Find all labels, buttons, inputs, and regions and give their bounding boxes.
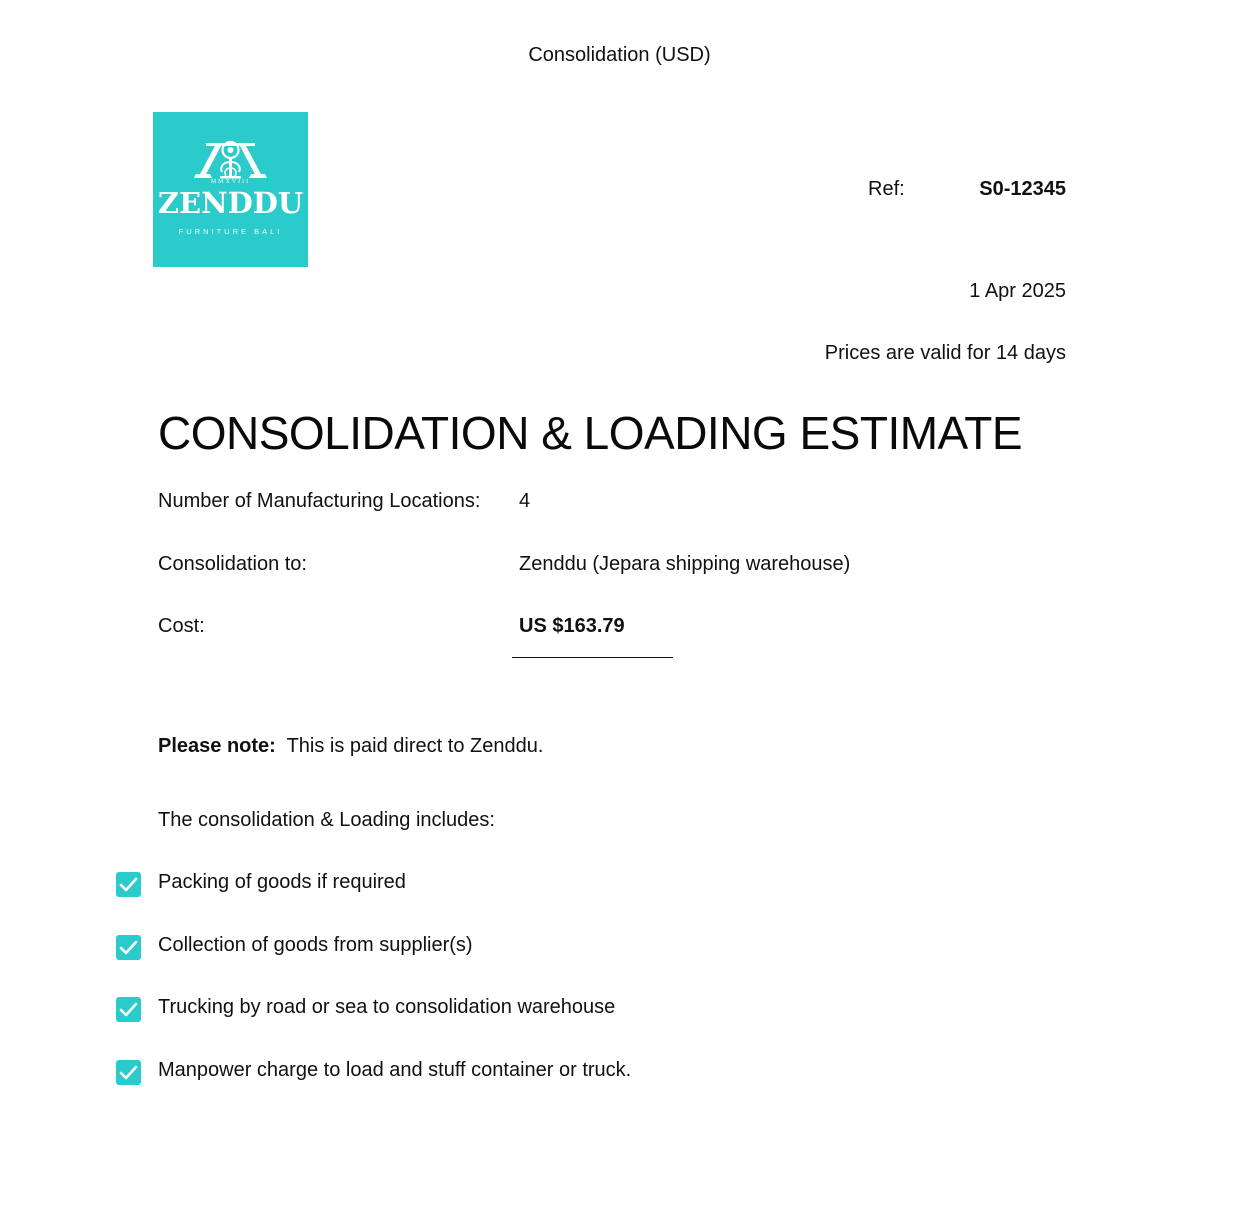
logo-subtitle: FURNITURE BALI [178, 227, 283, 236]
includes-title: The consolidation & Loading includes: [158, 809, 495, 831]
consolidation-label: Consolidation to: [158, 553, 307, 575]
cost-value: US $163.79 [519, 615, 625, 637]
checkbox-checked-icon [116, 997, 141, 1022]
note-text: This is paid direct to Zenddu. [286, 735, 544, 757]
price-validity: Prices are valid for 14 days [824, 342, 1066, 364]
list-item: Collection of goods from supplier(s) [158, 934, 473, 956]
zenddu-emblem-icon [192, 138, 269, 182]
checkbox-checked-icon [116, 872, 141, 897]
ref-value: S0-12345 [979, 178, 1066, 200]
page-title: CONSOLIDATION & LOADING ESTIMATE [158, 407, 1023, 459]
list-item: Manpower charge to load and stuff container or truck. [158, 1059, 632, 1081]
locations-label: Number of Manufacturing Locations: [158, 490, 481, 512]
consolidation-value: Zenddu (Jepara shipping warehouse) [519, 553, 851, 575]
zenddu-logo [153, 112, 308, 267]
document-header: Consolidation (USD) [528, 44, 711, 66]
list-item: Trucking by road or sea to consolidation warehouse [158, 996, 616, 1018]
payment-note [158, 735, 543, 758]
note-label: Please note: [158, 735, 276, 757]
list-item: Packing of goods if required [158, 871, 406, 893]
ref-label: Ref: [868, 178, 905, 200]
cost-label: Cost: [158, 615, 205, 637]
cost-underline [512, 657, 673, 658]
logo-wordmark: ZENDDU [157, 186, 304, 220]
checkbox-checked-icon [116, 935, 141, 960]
locations-value: 4 [519, 490, 531, 512]
checkbox-checked-icon [116, 1060, 141, 1085]
logo-small-text: MMXVIII [210, 179, 251, 185]
document-date: 1 Apr 2025 [969, 280, 1066, 302]
